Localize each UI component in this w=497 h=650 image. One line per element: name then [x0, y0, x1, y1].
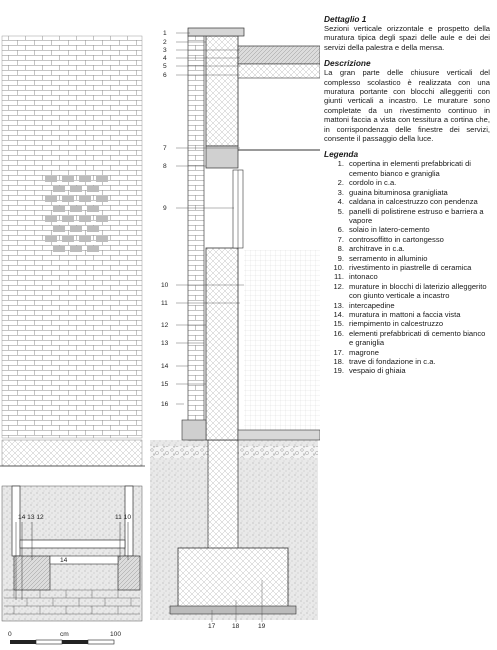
legend-item: 17. magrone — [333, 347, 379, 357]
legend-item: 16. elementi prefabbricati di cemento bianco e graniglia — [333, 328, 486, 348]
callout-15: 15 — [161, 381, 169, 388]
legend-item: 5. panelli di polistirene estruso e barriera a vapore — [337, 206, 484, 225]
callout-9: 9 — [163, 205, 167, 212]
callout-19: 19 — [258, 623, 266, 630]
legend-item: 14. muratura in mattoni a faccia vista — [333, 309, 461, 319]
callout-10: 10 — [161, 282, 169, 289]
legend-item: 19. vespaio di ghiaia — [333, 366, 406, 376]
legend-item: 13. intercapedine — [333, 300, 395, 310]
legend-item: 7. controsoffitto in cartongesso — [337, 234, 444, 244]
callout-13: 13 — [161, 340, 169, 347]
callout-18: 18 — [232, 623, 240, 630]
description-heading: Descrizione — [324, 58, 371, 69]
legend-item: 1. copertina in elementi prefabbricati di cemento bianco e graniglia — [337, 159, 471, 178]
detail-title: Dettaglio 1 — [324, 14, 367, 24]
plan-labels-right: 11 10 — [115, 514, 132, 521]
legend-heading: Legenda — [324, 149, 359, 160]
legend-item: 3. guaina bituminosa granigliata — [337, 187, 448, 197]
detail-subtitle: Sezioni verticale orizzontale e prospetto della muratura tipica degli spazi delle aule e dei dei servizi della palestra e della mensa. — [324, 24, 490, 52]
callout-3: 3 — [163, 47, 167, 54]
text-column — [324, 14, 490, 376]
description-text: La gran parte delle chiusure verticali del complesso scolastico è realizzata con una muratura portante con blocchi alleggeriti con giunti verticali a incastro. Le murature sono completate da un rivestimento continuo in mattoni faccia a vista con tessitura a cortina che, in corrispondenza delle finestre dei servizi, consente il passaggio della luce. — [324, 68, 490, 144]
legend-item: 10. rivestimento in piastrelle di ceramica — [333, 262, 472, 272]
callout-17: 17 — [208, 623, 216, 630]
callout-14: 14 — [161, 363, 169, 370]
plan-mark: 14 — [60, 557, 68, 564]
legend-item: 18. trave di fondazione in c.a. — [333, 357, 436, 366]
callout-5: 5 — [163, 63, 167, 70]
legend-item: 12. murature in blocchi di laterizio alleggerito con giunto verticale a incastro — [333, 281, 487, 301]
callout-7: 7 — [163, 145, 167, 152]
callout-2: 2 — [163, 39, 167, 46]
scale-unit: cm — [60, 631, 69, 638]
callout-6: 6 — [163, 72, 167, 79]
callout-16: 16 — [161, 401, 169, 408]
elevation-base — [2, 440, 142, 466]
legend-item: 6. solaio in latero-cemento — [337, 225, 430, 235]
callout-8: 8 — [163, 163, 167, 170]
legend-item: 8. architrave in c.a. — [337, 244, 405, 254]
legend-item: 4. caldana in calcestruzzo con pendenza — [337, 197, 478, 207]
horizontal-section — [2, 486, 142, 621]
scale-zero: 0 — [8, 631, 12, 638]
callout-4: 4 — [163, 55, 167, 62]
callout-1: 1 — [163, 30, 167, 37]
callout-12: 12 — [161, 322, 169, 329]
legend-item: 11. intonaco — [334, 272, 378, 282]
legend-list — [324, 159, 490, 375]
vertical-section — [150, 28, 320, 622]
scale-bar — [10, 640, 114, 644]
scale-max: 100 — [110, 631, 122, 638]
callout-11: 11 — [161, 300, 168, 307]
legend-item: 9. serramento in alluminio — [337, 253, 428, 263]
legend-item: 15. riempimento in calcestruzzo — [333, 319, 444, 329]
legend-item: 2. cordolo in c.a. — [337, 178, 397, 188]
plan-labels-left: 14 13 12 — [18, 514, 44, 521]
